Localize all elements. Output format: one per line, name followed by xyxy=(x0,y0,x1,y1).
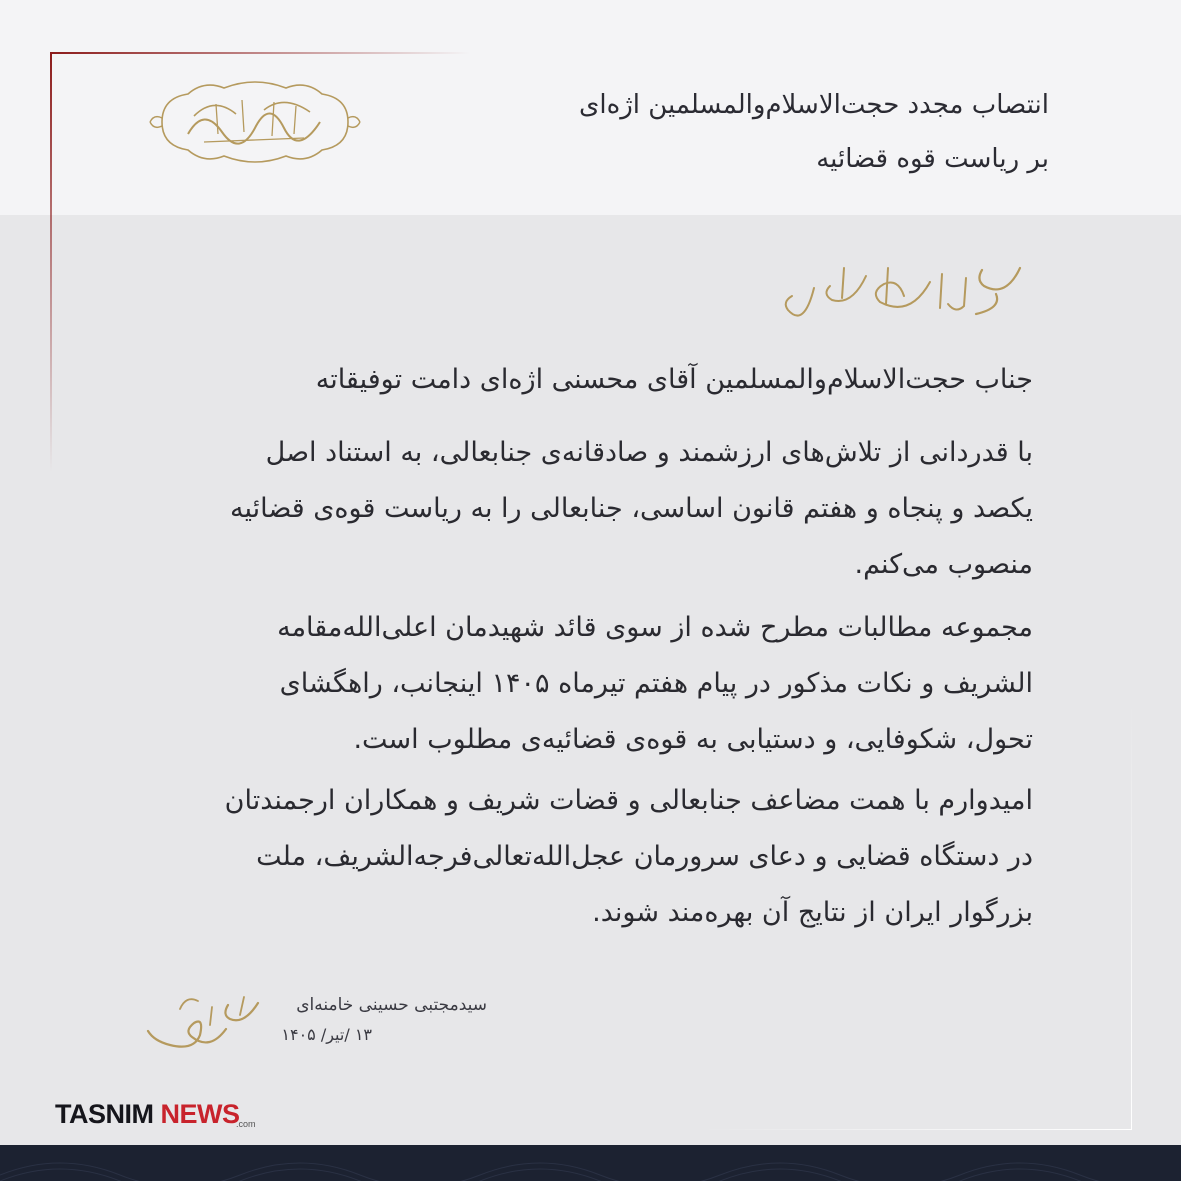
paragraph-line: یکصد و پنجاه و هفتم قانون اساسی، جنابعالی را به ریاست قوه‌ی قضائیه xyxy=(230,493,1033,524)
logo-word-tasnim: TASNIM xyxy=(55,1099,154,1129)
paragraph-appointment xyxy=(148,425,1033,593)
leader-seal-calligraphy xyxy=(144,76,366,168)
paragraph-line: در دستگاه قضایی و دعای سرورمان عجل‌الله‌تعالی‌فرجه‌الشریف، ملت xyxy=(256,841,1033,872)
paragraph-line: با قدردانی از تلاش‌های ارزشمند و صادقانه‌ی جنابعالی، به استناد اصل xyxy=(265,437,1033,468)
announcement-title xyxy=(529,78,1049,186)
paragraph-line: بزرگوار ایران از نتایج آن بهره‌مند شوند. xyxy=(592,897,1033,928)
signatory-name: سیدمجتبی حسینی خامنه‌ای xyxy=(296,995,487,1015)
handwritten-signature xyxy=(140,985,265,1055)
frame-line-right xyxy=(1131,700,1132,1130)
paragraph-hope xyxy=(148,773,1033,941)
paragraph-line: الشریف و نکات مذکور در پیام هفتم تیرماه ۱۴۰۵ اینجانب، راهگشای xyxy=(279,668,1033,699)
tasnim-news-logo xyxy=(55,1094,275,1134)
paragraph-line: امیدوارم با همت مضاعف جنابعالی و قضات شریف و همکاران ارجمندتان xyxy=(224,785,1033,816)
paragraph-line: مجموعه مطالبات مطرح شده از سوی قائد شهیدمان اعلی‌الله‌مقامه xyxy=(277,612,1033,643)
letter-date: ۱۳ /تیر/ ۱۴۰۵ xyxy=(281,1025,372,1044)
bismillah-calligraphy xyxy=(770,248,1035,338)
addressee-line: جناب حجت‌الاسلام‌والمسلمین آقای محسنی اژه‌ای دامت توفیقاته xyxy=(315,364,1033,395)
panel-notch-ornament xyxy=(940,200,1030,240)
logo-domain: .com xyxy=(236,1119,256,1129)
paragraph-line: منصوب می‌کنم. xyxy=(854,549,1033,580)
logo-word-news: NEWS xyxy=(160,1099,240,1129)
frame-line-top xyxy=(50,52,470,54)
paragraph-demands xyxy=(148,600,1033,768)
title-line-2: بر ریاست قوه قضائیه xyxy=(816,144,1049,174)
frame-line-bottom xyxy=(700,1129,1132,1130)
paragraph-line: تحول، شکوفایی، و دستیابی به قوه‌ی قضائیه‌ی مطلوب است. xyxy=(353,724,1033,755)
footer-band xyxy=(0,1145,1181,1181)
frame-line-left xyxy=(50,52,52,472)
title-line-1: انتصاب مجدد حجت‌الاسلام‌والمسلمین اژه‌ای xyxy=(579,90,1049,120)
